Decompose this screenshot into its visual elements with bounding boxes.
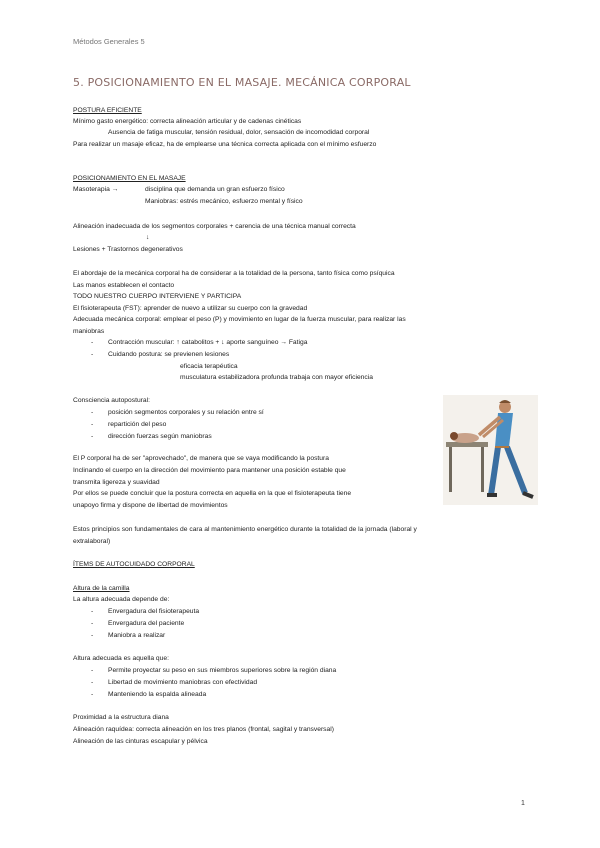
list-item: Permite proyectar su peso en sus miembros superiores sobre la región diana (108, 667, 337, 674)
text-line: Por ellos se puede concluir que la postura correcta en aquella en la que el fisioterapeuta tiene (73, 490, 352, 497)
text-line: Las manos establecen el contacto (73, 282, 175, 289)
text-line: TODO NUESTRO CUERPO INTERVIENE Y PARTICIPA (73, 293, 242, 300)
text-line: Lesiones + Trastornos degenerativos (73, 246, 183, 253)
text-line: Adecuada mecánica corporal: emplear el peso (P) y movimiento en lugar de la fuerza muscular, para realizar las (73, 316, 406, 323)
text-line: El fisioterapeuta (FST): aprender de nuevo a utilizar su cuerpo con la gravedad (73, 305, 308, 312)
list-item: Cuidando postura: se previenen lesiones (108, 351, 230, 358)
text-line: transmita ligereza y suavidad (73, 479, 160, 486)
running-header: Métodos Generales 5 (73, 37, 145, 46)
list-item: eficacia terapéutica (180, 363, 238, 370)
text-line: Ausencia de fatiga muscular, tensión residual, dolor, sensación de incomodidad corporal (108, 129, 370, 136)
section-heading-posicionamiento: POSICIONAMIENTO EN EL MASAJE (73, 175, 186, 182)
text-line: Alineación raquídea: correcta alineación en los tres planos (frontal, sagital y transversal) (73, 726, 334, 733)
bullet-dash: - (91, 421, 94, 428)
text-line: El P corporal ha de ser "aprovechado", de manera que se vaya modificando la postura (73, 455, 329, 462)
text-line: maniobras (73, 328, 105, 335)
bullet-dash: - (91, 339, 94, 346)
list-item: repartición del peso (108, 421, 167, 428)
list-item: Contracción muscular: ↑ catabolitos + ↓ aporte sanguíneo → Fatiga (108, 339, 308, 346)
text-line: Masoterapia → (73, 186, 119, 193)
list-item: musculatura estabilizadora profunda trabaja con mayor eficiencia (180, 374, 373, 381)
text-line: Alineación inadecuada de los segmentos corporales + carencia de una técnica manual correcta (73, 223, 356, 230)
bullet-dash: - (91, 620, 94, 627)
section-heading-autocuidado: ÍTEMS DE AUTOCUIDADO CORPORAL (73, 561, 195, 568)
list-item: posición segmentos corporales y su relación entre sí (108, 409, 264, 416)
text-line: extralaboral) (73, 538, 111, 545)
text-line: La altura adecuada depende de: (73, 596, 170, 603)
page-number: 1 (521, 800, 525, 807)
text-line: Alineación de las cinturas escapular y pélvica (73, 738, 208, 745)
text-line: Proximidad a la estructura diana (73, 714, 169, 721)
text-line: disciplina que demanda un gran esfuerzo físico (145, 186, 285, 193)
list-item: Envergadura del paciente (108, 620, 185, 627)
bullet-dash: - (91, 608, 94, 615)
text-line: unapoyo firma y dispone de libertad de movimientos (73, 502, 228, 509)
page-title: 5. POSICIONAMIENTO EN EL MASAJE. MECÁNICA CORPORAL (73, 76, 411, 89)
down-arrow-icon: ↓ (146, 234, 150, 241)
list-item: dirección fuerzas según maniobras (108, 433, 212, 440)
list-item: Manteniendo la espalda alineada (108, 691, 207, 698)
text-line: Maniobras: estrés mecánico, esfuerzo mental y físico (145, 198, 303, 205)
subheading-altura: Altura de la camilla (73, 585, 130, 592)
list-item: Libertad de movimiento maniobras con efectividad (108, 679, 258, 686)
text-line: Altura adecuada es aquella que: (73, 655, 169, 662)
bullet-dash: - (91, 351, 94, 358)
list-item: Envergadura del fisioterapeuta (108, 608, 200, 615)
text-line: Para realizar un masaje eficaz, ha de emplearse una técnica correcta aplicada con el mínimo esfuerzo (73, 141, 377, 148)
bullet-dash: - (91, 691, 94, 698)
bullet-dash: - (91, 667, 94, 674)
bullet-dash: - (91, 433, 94, 440)
section-heading-postura: POSTURA EFICIENTE (73, 107, 142, 114)
bullet-dash: - (91, 679, 94, 686)
bullet-dash: - (91, 632, 94, 639)
bullet-dash: - (91, 409, 94, 416)
list-item: Maniobra a realizar (108, 632, 166, 639)
text-line: Mínimo gasto energético: correcta alineación articular y de cadenas cinéticas (73, 118, 302, 125)
text-line: El abordaje de la mecánica corporal ha de considerar a la totalidad de la persona, tanto física como psíquica (73, 270, 395, 277)
therapist-illustration (443, 395, 538, 505)
text-line: Inclinando el cuerpo en la dirección del movimiento para mantener una posición estable que (73, 467, 346, 474)
text-line: Consciencia autopostural: (73, 397, 150, 404)
text-line: Estos principios son fundamentales de cara al mantenimiento energético durante la totalidad de la jornada (laboral y (73, 526, 417, 533)
